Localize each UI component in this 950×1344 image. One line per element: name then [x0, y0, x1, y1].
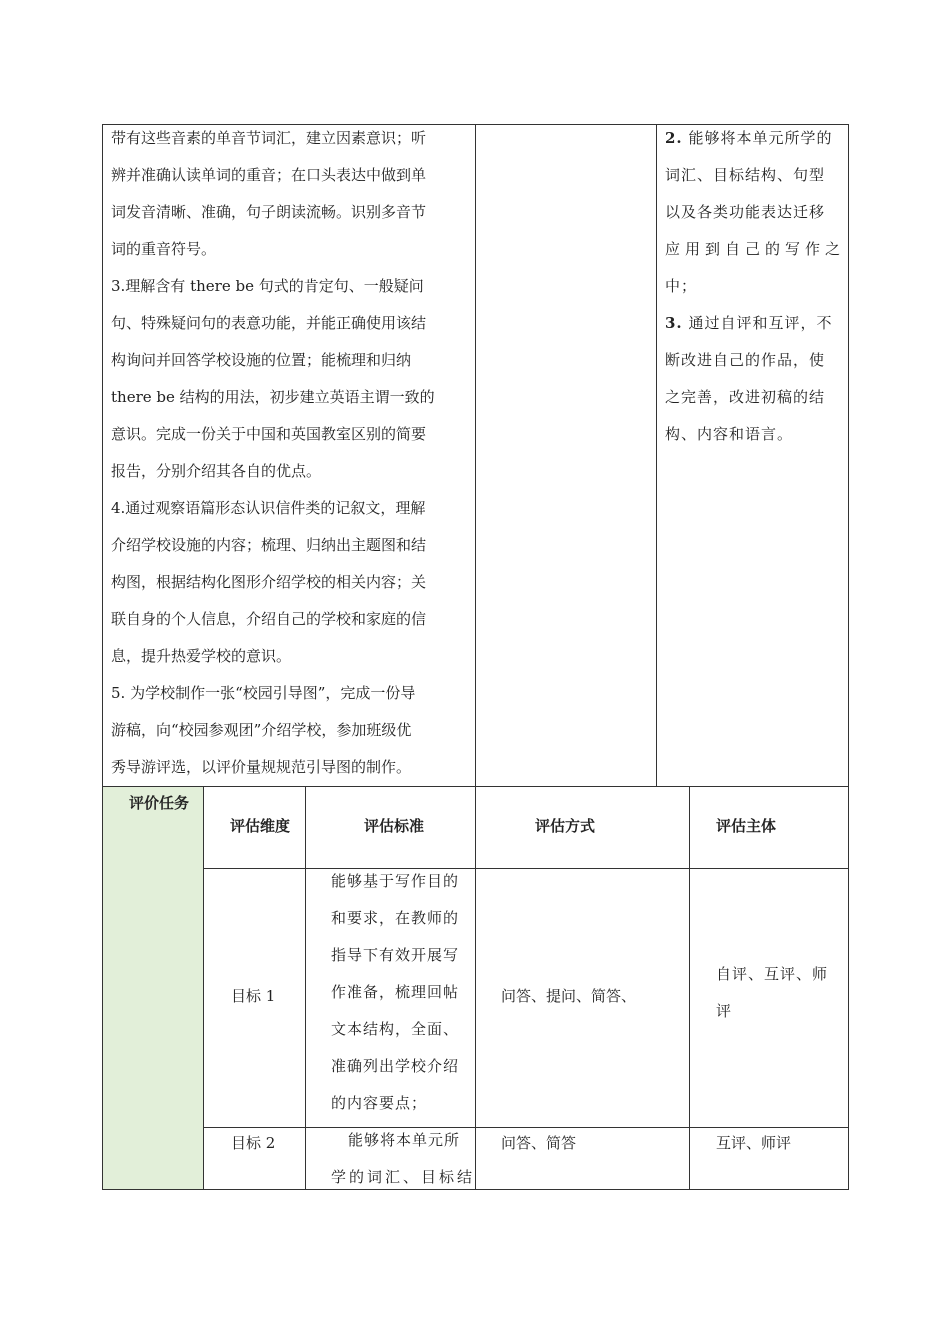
eval-right-border: [848, 786, 849, 1190]
section-label: 评价任务: [129, 794, 190, 812]
objective-line: 中；: [665, 277, 698, 295]
subject-line: 评: [716, 1002, 733, 1020]
criteria-line: 能够基于写作目的: [331, 872, 460, 890]
upper-col-divider-1: [475, 124, 476, 786]
criteria-line: 学的词汇、目标结: [331, 1168, 476, 1186]
row-1-dimension: 目标 1: [231, 987, 276, 1005]
criteria-line: 指导下有效开展写: [331, 946, 460, 964]
criteria-line: 准确列出学校介绍: [331, 1057, 460, 1075]
row-2-method: 问答、简答: [501, 1134, 577, 1152]
criteria-line: 作准备，梳理回帖: [331, 983, 460, 1001]
objective-line: 构、内容和语言。: [665, 425, 794, 443]
objective-line: 4.通过观察语篇形态认识信件类的记叙文，理解: [111, 499, 426, 517]
upper-col-divider-2: [656, 124, 657, 786]
header-dimension: 评估维度: [230, 817, 291, 835]
eval-col-divider-3: [475, 786, 476, 1190]
objective-line: 游稿，向“校园参观团”介绍学校，参加班级优: [111, 721, 412, 739]
objective-line: 应用到自己的写作之: [665, 240, 846, 258]
objective-line: 以及各类功能表达迁移: [665, 203, 826, 221]
criteria-line: 能够将本单元所: [348, 1131, 461, 1149]
objective-line: 2. 能够将本单元所学的: [665, 129, 833, 147]
objective-line: there be 结构的用法，初步建立英语主谓一致的: [111, 388, 435, 406]
row-2-subject: 互评、师评: [716, 1134, 792, 1152]
eval-col-divider-1: [203, 786, 204, 1190]
objective-line: 断改进自己的作品，使: [665, 351, 826, 369]
objective-line: 带有这些音素的单音节词汇，建立因素意识；听: [111, 129, 427, 147]
row-1-criteria: [331, 863, 459, 1122]
upper-right-border: [848, 124, 849, 786]
objective-line: 联自身的个人信息，介绍自己的学校和家庭的信: [111, 610, 427, 628]
objective-line: 辨并准确认读单词的重音；在口头表达中做到单: [111, 166, 427, 184]
item-number: 3.: [665, 314, 683, 332]
objectives-text: [111, 120, 435, 786]
row-2-criteria: [331, 1122, 476, 1196]
header-bottom-border: [203, 868, 849, 869]
header-subject: 评估主体: [716, 817, 777, 835]
row-2-dimension: 目标 2: [231, 1134, 276, 1152]
writing-objectives-text: [665, 120, 845, 453]
objective-line: 3.理解含有 there be 句式的肯定句、一般疑问: [111, 277, 424, 295]
criteria-line: 的内容要点；: [331, 1094, 428, 1112]
criteria-line: 文本结构，全面、: [331, 1020, 460, 1038]
header-criteria: 评估标准: [364, 817, 425, 835]
eval-left-border: [102, 786, 103, 1190]
item-number: 2.: [665, 129, 683, 147]
objective-line: 息，提升热爱学校的意识。: [111, 647, 292, 665]
objective-line: 介绍学校设施的内容；梳理、归纳出主题图和结: [111, 536, 427, 554]
subject-line: 自评、互评、师: [716, 965, 829, 983]
row-1-subject: [716, 956, 828, 1030]
objective-line: 构询问并回答学校设施的位置；能梳理和归纳: [111, 351, 412, 369]
objective-line: 词汇、目标结构、句型: [665, 166, 826, 184]
row-1-method: 问答、提问、简答、: [501, 987, 637, 1005]
objective-line: 报告，分别介绍其各自的优点。: [111, 462, 322, 480]
objective-line: 之完善，改进初稿的结: [665, 388, 826, 406]
objective-line: 构图，根据结构化图形介绍学校的相关内容；关: [111, 573, 427, 591]
objective-line: 句、特殊疑问句的表意功能，并能正确使用该结: [111, 314, 427, 332]
upper-left-border: [102, 124, 103, 786]
criteria-line: 和要求，在教师的: [331, 909, 460, 927]
objective-line: 5. 为学校制作一张“校园引导图”，完成一份导: [111, 684, 416, 702]
objective-line: 词发音清晰、准确，句子朗读流畅。识别多音节: [111, 203, 427, 221]
section-label-cell: [103, 787, 203, 1189]
objective-line: 意识。完成一份关于中国和英国教室区别的简要: [111, 425, 427, 443]
objective-line: 3. 通过自评和互评，不: [665, 314, 833, 332]
objective-line: 词的重音符号。: [111, 240, 217, 258]
header-method: 评估方式: [535, 817, 596, 835]
row-divider: [203, 1127, 849, 1128]
eval-col-divider-2: [305, 786, 306, 1190]
objective-line: 秀导游评选，以评价量规规范引导图的制作。: [111, 758, 412, 776]
eval-col-divider-4: [689, 786, 690, 1190]
